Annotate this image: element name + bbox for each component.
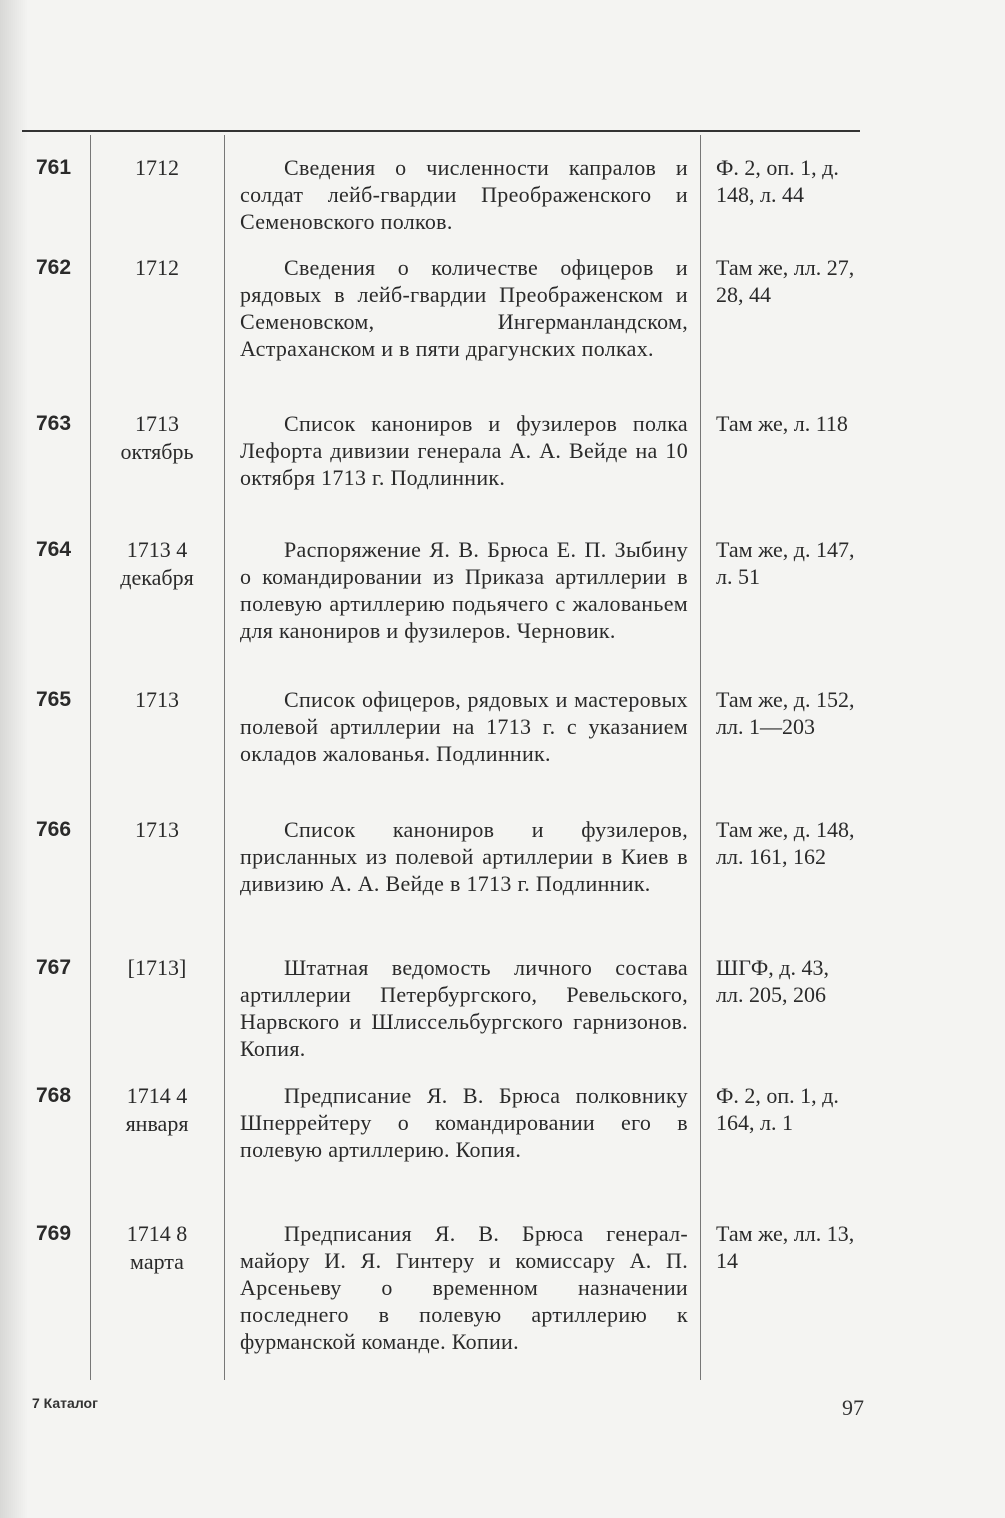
entry-number: 764 bbox=[36, 538, 72, 561]
catalog-table bbox=[22, 150, 862, 1396]
entry-description: Список канониров и фузилеров полка Лефорта дивизии генерала А. А. Вейде на 10 октября 1713 г. Подлинник. bbox=[240, 411, 688, 490]
entry-reference: Ф. 2, оп. 1, д. 164, л. 1 bbox=[716, 1083, 839, 1135]
entry-date: 1712 bbox=[135, 155, 179, 180]
catalog-entry bbox=[22, 950, 862, 1078]
catalog-entry bbox=[22, 812, 862, 950]
catalog-entry bbox=[22, 682, 862, 812]
entry-date: 1713 bbox=[135, 817, 179, 842]
entry-description: Список офицеров, рядовых и мастеровых полевой артиллерии на 1713 г. с указанием окладов жалованья. Подлинник. bbox=[240, 687, 688, 766]
table-top-rule bbox=[22, 130, 860, 132]
footer-catalog-label: 7 Каталог bbox=[32, 1395, 98, 1411]
entry-reference: Там же, д. 147, л. 51 bbox=[716, 537, 855, 589]
catalog-entry bbox=[22, 250, 862, 406]
entry-reference: Ф. 2, оп. 1, д. 148, л. 44 bbox=[716, 155, 839, 207]
entry-date: 1713 октябрь bbox=[120, 411, 194, 464]
entry-date: 1714 8 марта bbox=[126, 1221, 188, 1274]
entry-description: Штатная ведомость личного состава артиллерии Петербургского, Ревельского, Нарвского и Шлиссельбургского гарнизонов. Копия. bbox=[240, 955, 688, 1061]
entry-description: Список канониров и фузилеров, присланных из полевой артиллерии в Киев в дивизию А. А. Вейде в 1713 г. Подлинник. bbox=[240, 817, 688, 896]
page-number: 97 bbox=[842, 1395, 864, 1420]
entry-number: 769 bbox=[36, 1222, 72, 1245]
entry-number: 765 bbox=[36, 688, 72, 711]
entry-reference: ШГФ, д. 43, лл. 205, 206 bbox=[716, 955, 829, 1007]
entry-date: [1713] bbox=[127, 955, 187, 980]
entry-reference: Там же, лл. 27, 28, 44 bbox=[716, 255, 855, 307]
entry-number: 767 bbox=[36, 956, 72, 979]
entry-reference: Там же, лл. 13, 14 bbox=[716, 1221, 855, 1273]
entry-number: 762 bbox=[36, 256, 72, 279]
entry-date: 1713 4 декабря bbox=[120, 537, 194, 590]
catalog-entry bbox=[22, 150, 862, 250]
catalog-entry bbox=[22, 406, 862, 532]
entry-number: 766 bbox=[36, 818, 72, 841]
catalog-entry bbox=[22, 1078, 862, 1216]
entry-date: 1712 bbox=[135, 255, 179, 280]
entry-description: Предписание Я. В. Брюса полковнику Шперрейтеру о командировании его в полевую артиллерию. Копия. bbox=[240, 1083, 688, 1162]
catalog-entry bbox=[22, 532, 862, 682]
entry-date: 1714 4 января bbox=[125, 1083, 189, 1136]
entry-number: 768 bbox=[36, 1084, 72, 1107]
entry-reference: Там же, л. 118 bbox=[716, 411, 848, 436]
entry-description: Предписания Я. В. Брюса генерал-майору И. Я. Гинтеру и комиссару А. П. Арсеньеву о временном назначении последнего в полевую артиллерию к фурманской команде. Копии. bbox=[240, 1221, 688, 1354]
entry-description: Сведения о численности капралов и солдат лейб-гвардии Преображенского и Семеновского полков. bbox=[240, 155, 688, 234]
entry-description: Распоряжение Я. В. Брюса Е. П. Зыбину о командировании из Приказа артиллерии в полевую артиллерию подьячего с жалованьем для канониров и фузилеров. Черновик. bbox=[240, 537, 688, 643]
entry-reference: Там же, д. 152, лл. 1—203 bbox=[716, 687, 855, 739]
entry-number: 761 bbox=[36, 156, 72, 179]
entry-reference: Там же, д. 148, лл. 161, 162 bbox=[716, 817, 855, 869]
catalog-entry bbox=[22, 1216, 862, 1396]
entry-number: 763 bbox=[36, 412, 72, 435]
entry-date: 1713 bbox=[135, 687, 179, 712]
entry-description: Сведения о количестве офицеров и рядовых в лейб-гвардии Преображенском и Семеновском, Ингерманландском, Астраханском и в пяти драгунских полках. bbox=[240, 255, 688, 361]
